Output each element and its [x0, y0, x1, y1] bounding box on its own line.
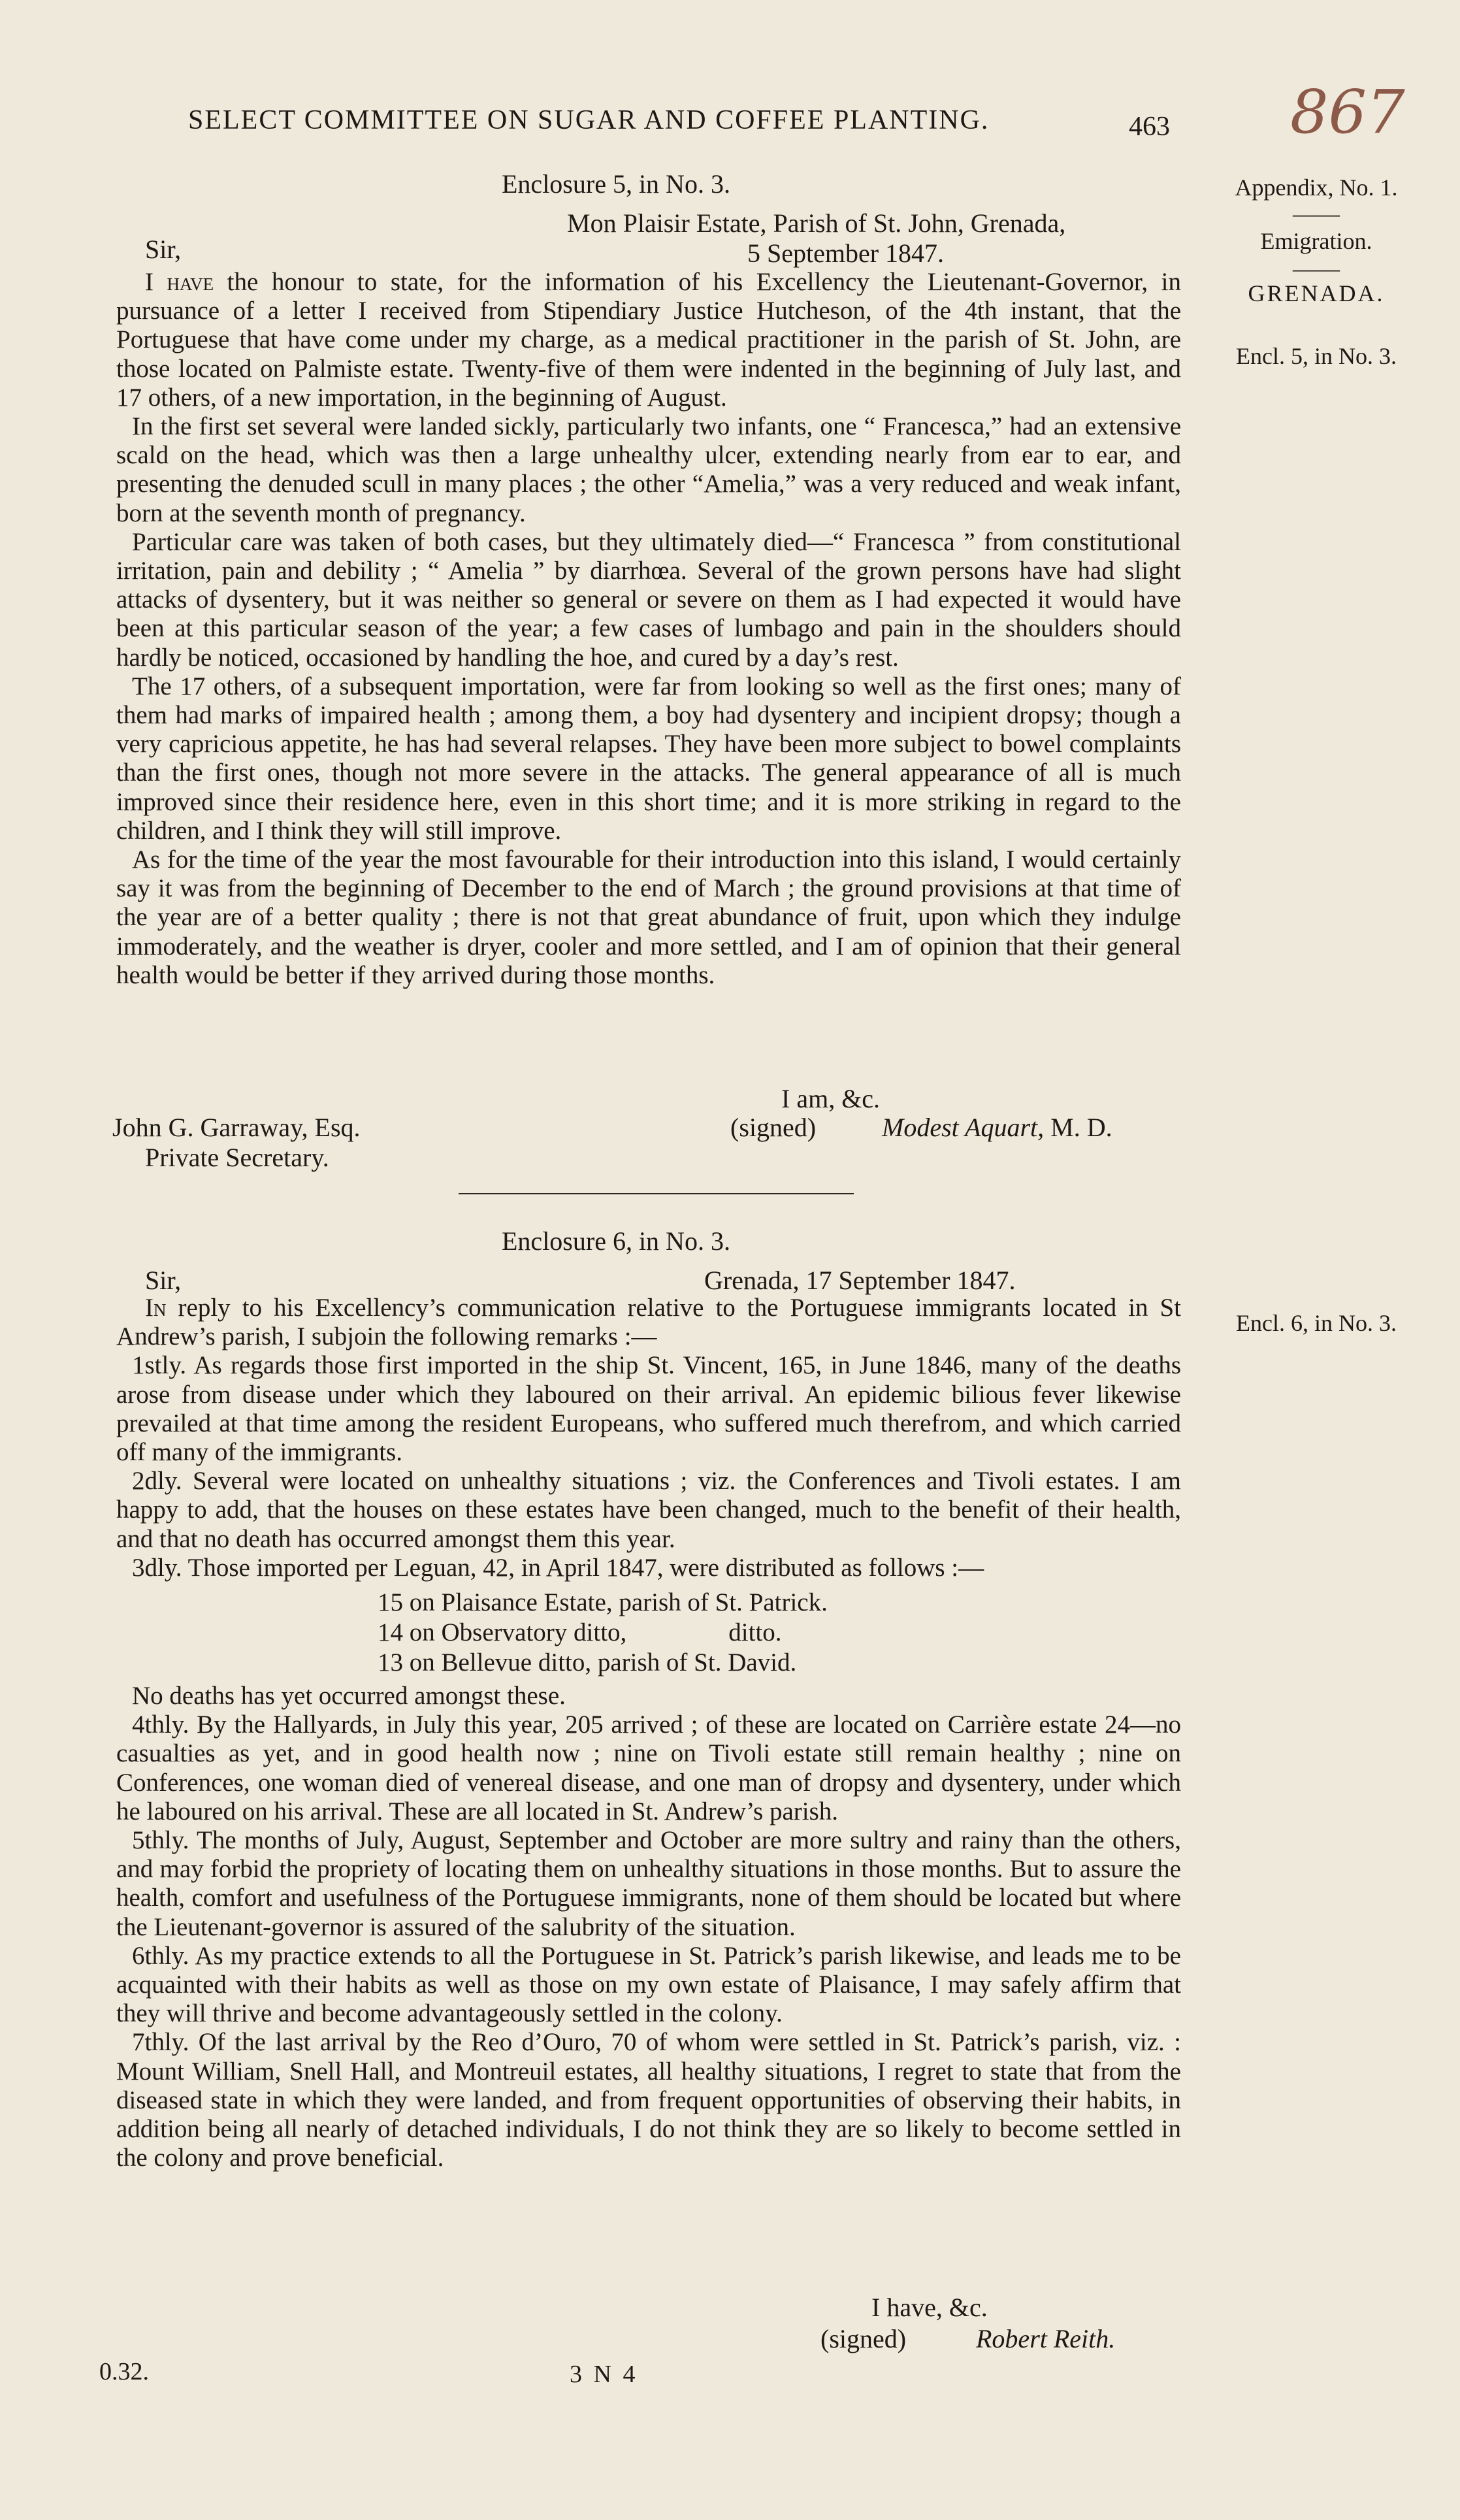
list-item: 13 on Bellevue ditto, parish of St. David. [378, 1648, 797, 1677]
enclosure-6-paragraph-5: No deaths has yet occurred amongst these. [132, 1682, 566, 1710]
enclosure-5-signature [882, 1112, 1112, 1143]
enclosure-6-paragraph-7: 5thly. The months of July, August, September and October are more sultry and rainy than the others, and may forbid the propriety of locating them on unhealthy situations in those months. But to assure the health, comfort and usefulness of the Portuguese immigrants, none of them should be located but where the Lieutenant-governor is assured of the salubrity of the situation. [116, 1826, 1181, 1941]
enclosure-5-heading: Enclosure 5, in No. 3. [502, 169, 730, 199]
footer-reference: 0.32. [99, 2358, 149, 2385]
sidenote-encl-6: Encl. 6, in No. 3. [1236, 1310, 1397, 1336]
enclosure-5-paragraph-1: the honour to state, for the information of his Excellency the Lieutenant-Governor, in pursuance of a letter I received from Stipendiary Justice Hutcheson, of the 4th instant, that the Portuguese that have come under my charge, as a medical practitioner in the parish of St. John, are those located on Palmiste estate. Twenty-five of them were indented in the beginning of July last, and 17 others, of a new importation, in the beginning of August. [116, 268, 1182, 412]
enclosure-6-body-a [116, 1294, 1181, 1582]
enclosure-5-lead-words: I have [145, 268, 214, 296]
enclosure-6-salutation: Sir, [145, 1266, 182, 1295]
running-title: SELECT COMMITTEE ON SUGAR AND COFFEE PLANTING. [188, 105, 990, 135]
enclosure-5-paragraph-4: The 17 others, of a subsequent importation, were far from looking so well as the first ones; many of them had marks of impaired health ; among them, a boy had dysentery and incipient dropsy; though a very capricious appetite, he has had several relapses. They have been more subject to bowel complaints than the first ones, though not more severe in the attacks. The general appearance of all is much improved since their residence here, even in this short time; and it is more striking in regard to the children, and I think they will still improve. [116, 672, 1181, 845]
enclosure-5-body [116, 268, 1181, 990]
enclosure-5-salutation: Sir, [145, 235, 182, 264]
enclosure-6-lead-word: In [145, 1294, 167, 1322]
sidenote-appendix: Appendix, No. 1. [1235, 174, 1398, 201]
signature-mark: 3 N 4 [570, 2361, 638, 2388]
enclosure-6-paragraph-4: 3dly. Those imported per Leguan, 42, in April 1847, were distributed as follows :— [132, 1553, 984, 1582]
section-divider [459, 1193, 854, 1194]
enclosure-5-signatory: Modest Aquart, [882, 1113, 1045, 1142]
enclosure-5-addressee-title: Private Secretary. [145, 1143, 329, 1172]
sidenote-dash-2: —— [1293, 255, 1340, 282]
list-item: 14 on Observatory ditto, ditto. [378, 1618, 782, 1646]
enclosure-5-signatory-suffix: M. D. [1050, 1113, 1112, 1142]
page-number: 463 [1129, 112, 1170, 142]
enclosure-5-paragraph-2: In the first set several were landed sickly, particularly two infants, one “ Francesca,” had an extensive scald on the head, which was then a large unhealthy ulcer, extending nearly from ear to ear, and presenting the denuded scull in many places ; the other “Amelia,” was a very reduced and weak infant, born at the seventh month of pregnancy. [116, 412, 1181, 527]
enclosure-6-paragraph-2: 1stly. As regards those first imported in the ship St. Vincent, 165, in June 1846, many of the deaths arose from disease under which they laboured on their arrival. An epidemic bilious fever likewise prevailed at that time among the resident Europeans, who suffered much therefrom, and which carried off many of the immigrants. [116, 1351, 1181, 1467]
enclosure-6-paragraph-8: 6thly. As my practice extends to all the Portuguese in St. Patrick’s parish likewise, and leads me to be acquainted with their habits as well as those on my own estate of Plaisance, I may safely affirm that they will thrive and become advantageously settled in the colony. [116, 1941, 1181, 2028]
enclosure-5-signed: (signed) [730, 1113, 817, 1142]
handwritten-page-number: 867 [1290, 77, 1405, 147]
enclosure-5-date: 5 September 1847. [747, 238, 945, 268]
sidenote-emigration: Emigration. [1260, 228, 1372, 254]
enclosure-6-signatory: Robert Reith. [976, 2324, 1116, 2353]
enclosure-6-heading: Enclosure 6, in No. 3. [502, 1226, 730, 1256]
enclosure-5-place: Mon Plaisir Estate, Parish of St. John, Grenada, [567, 208, 1066, 238]
enclosure-6-paragraph-6: 4thly. By the Hallyards, in July this year, 205 arrived ; of these are located on Carrière estate 24—no casualties as yet, and in good health now ; nine on Tivoli estate still remain healthy ; nine on Conferences, one woman died of venereal disease, and one man of dropsy and dysentery, under which he laboured on his arrival. These are all located in St. Andrew’s parish. [116, 1710, 1181, 1825]
enclosure-6-place-date: Grenada, 17 September 1847. [704, 1266, 1016, 1295]
enclosure-6-paragraph-1: reply to his Excellency’s communication relative to the Portuguese immigrants located in St Andrew’s parish, I subjoin the following remarks :— [116, 1294, 1181, 1351]
sidenote-dash-1: —— [1293, 201, 1340, 227]
enclosure-6-signed: (signed) [820, 2324, 907, 2353]
list-item: 15 on Plaisance Estate, parish of St. Patrick. [378, 1588, 828, 1616]
enclosure-5-addressee: John G. Garraway, Esq. [112, 1113, 361, 1142]
distribution-list [378, 1588, 828, 1678]
enclosure-5-paragraph-5: As for the time of the year the most favourable for their introduction into this island, I would certainly say it was from the beginning of December to the end of March ; the ground provisions at that time of the year are of a better quality ; there is not that great abundance of fruit, upon which they indulge immoderately, and the weather is dryer, cooler and more settled, and I am of opinion that their general health would be better if they arrived during those months. [116, 845, 1181, 989]
enclosure-5-closing: I am, &c. [781, 1084, 881, 1113]
sidenote-colony: GRENADA. [1248, 280, 1385, 306]
sidenote-encl-5: Encl. 5, in No. 3. [1236, 343, 1397, 369]
enclosure-5-paragraph-3: Particular care was taken of both cases, but they ultimately died—“ Francesca ” from constitutional irritation, pain and debility ; “ Amelia ” by diarrhœa. Several of the grown persons have had slight attacks of dysentery, but it was neither so general or severe on them as I had expected it would have been at this particular season of the year; a few cases of lumbago and pain in the shoulders should hardly be noticed, occasioned by handling the hoe, and cured by a day’s rest. [116, 527, 1181, 672]
enclosure-6-body-b [116, 1682, 1181, 2172]
enclosure-6-paragraph-3: 2dly. Several were located on unhealthy situations ; viz. the Conferences and Tivoli estates. I am happy to add, that the houses on these estates have been changed, much to the benefit of their health, and that no death has occurred amongst them this year. [116, 1467, 1181, 1553]
enclosure-6-paragraph-9: 7thly. Of the last arrival by the Reo d’Ouro, 70 of whom were settled in St. Patrick’s parish, viz. : Mount William, Snell Hall, and Montreuil estates, all healthy situations, I regret to state that from the diseased state in which they were landed, and from frequent opportunities of observing their habits, in addition being all nearly of detached individuals, I do not think they are so likely to become settled in the colony and prove beneficial. [116, 2028, 1181, 2172]
enclosure-6-closing: I have, &c. [871, 2293, 988, 2322]
